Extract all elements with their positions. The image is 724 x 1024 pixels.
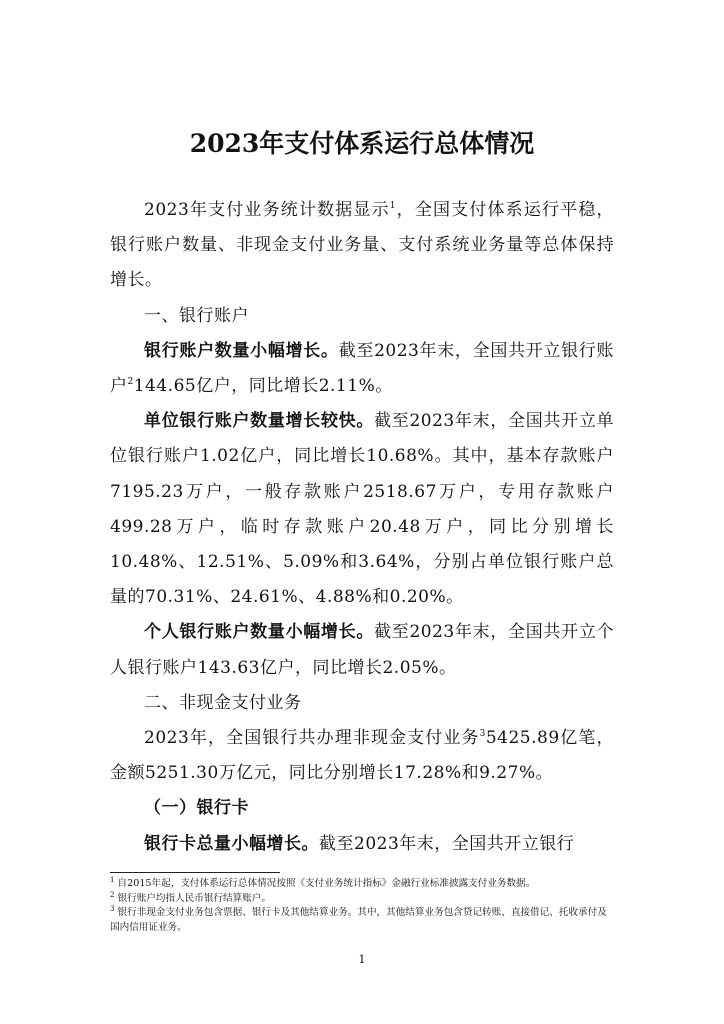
footnote-2 [110, 892, 616, 907]
footnote-marker: 1 [110, 876, 115, 884]
paragraph-unit-accounts [110, 404, 614, 615]
footnote-divider [110, 872, 280, 873]
paragraph-lead: 银行卡总量小幅增长。 [144, 833, 319, 854]
section-heading-accounts: 一、银行账户 [144, 305, 249, 326]
footnote-ref-2[interactable]: 2 [127, 377, 134, 388]
footnote-text: 银行账户均指人民币银行结算账户。 [117, 892, 272, 904]
paragraph-text: 截至2023年末，全国共开立个人银行账户143.63亿户，同比增长2.05%。 [110, 622, 615, 678]
footnote-1 [110, 877, 616, 892]
paragraph-bank-accounts [110, 334, 614, 404]
paragraph-noncash [110, 721, 614, 791]
intro-text-b: ，全国支付体系运行平稳，银行账户数量、非现金支付业务量、支付系统业务量等总体保持增长。 [110, 200, 614, 291]
subsection-heading-cards: （一）银行卡 [144, 798, 249, 819]
paragraph-text: 截至2023年末，全国共开立银行 [319, 833, 575, 854]
paragraph-lead: 个人银行账户数量小幅增长。 [144, 622, 375, 643]
page-number: 1 [358, 953, 366, 966]
paragraph-text: 截至2023年末，全国共开立银行账户 [110, 340, 614, 397]
footnote-text: 银行非现金支付业务包含票据、银行卡及其他结算业务。其中，其他结算业务包含贷记转账、直接借记、托收承付及国内信用证业务。 [110, 907, 607, 933]
paragraph-text: 2023年，全国银行共办理非现金支付业务 [144, 728, 480, 749]
footnotes [110, 877, 616, 935]
paragraph-lead: 银行账户数量小幅增长。 [144, 340, 339, 361]
section-heading-noncash: 二、非现金支付业务 [144, 692, 302, 713]
document-body [110, 193, 614, 862]
paragraph-lead: 单位银行账户数量增长较快。 [144, 411, 375, 432]
footnote-ref-1[interactable]: 1 [389, 201, 396, 211]
footnote-3 [110, 906, 616, 935]
footnote-ref-3[interactable]: 3 [479, 729, 486, 740]
paragraph-cards [110, 827, 614, 862]
intro-paragraph [110, 193, 614, 299]
intro-text-a: 2023年支付业务统计数据显示 [144, 200, 390, 220]
paragraph-text: 截至2023年末，全国共开立单位银行账户1.02亿户，同比增长10.68%。其中，基本存款账户7195.23万户，一般存款账户2518.67万户，专用存款账户499.28万户，临时存款账户20.48万户，同比分别增长10.48%、12.51%、5.09%和3.64%，分别占单位银行账户总量的70.31%、24.61%、4.88%和0.20%。 [110, 411, 615, 608]
footnote-marker: 2 [110, 890, 115, 899]
paragraph-text: 5425.89亿笔，金额5251.30万亿元，同比分别增长17.28%和9.27%。 [110, 728, 614, 784]
page-title: 2023年支付体系运行总体情况 [189, 129, 535, 158]
paragraph-text: 144.65亿户，同比增长2.11%。 [133, 376, 393, 397]
footnote-marker: 3 [110, 905, 115, 913]
paragraph-personal-accounts [110, 615, 614, 685]
footnote-text: 自2015年起，支付体系运行总体情况按照《支付业务统计指标》金融行业标准披露支付业务数据。 [117, 878, 536, 889]
